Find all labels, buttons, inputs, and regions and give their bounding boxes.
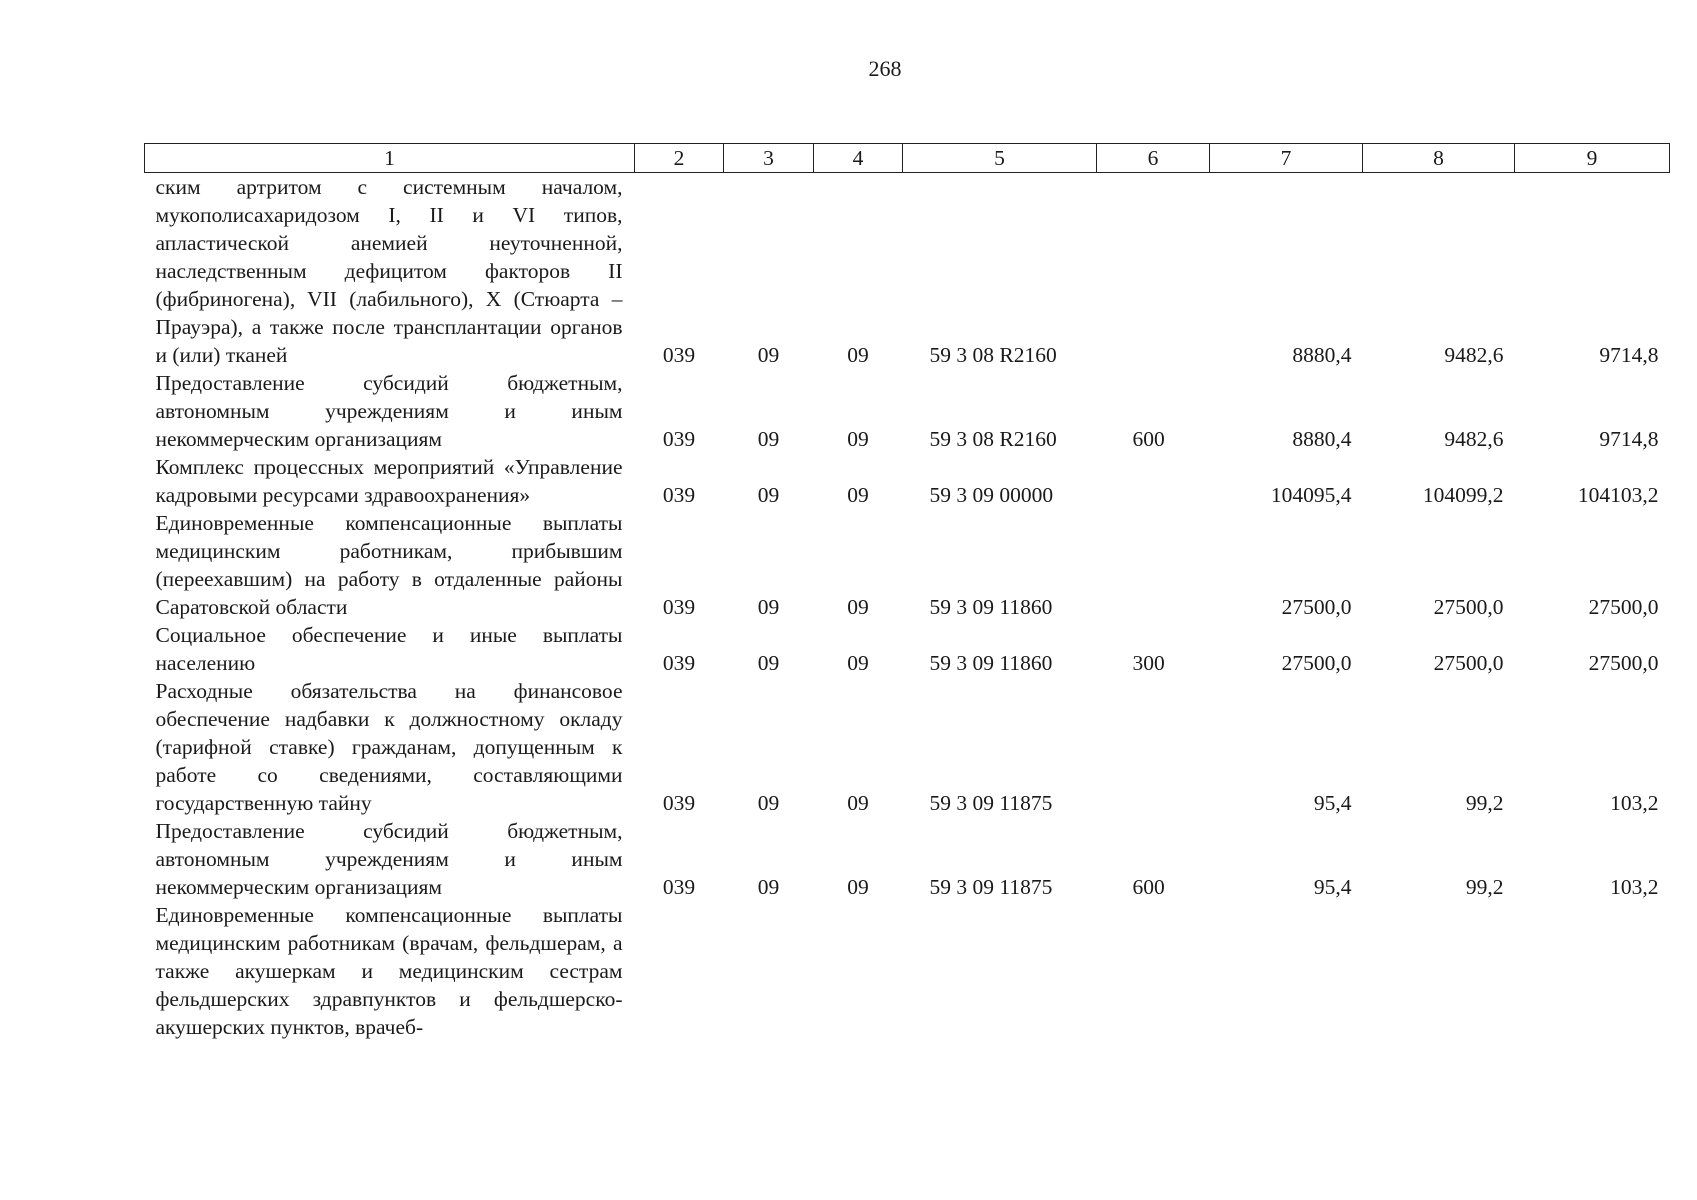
budget-table: [144, 143, 1670, 1041]
page-number-text: 268: [868, 56, 902, 81]
row-target-article: 59 3 09 11860: [929, 651, 1053, 675]
page-number: [0, 56, 1697, 82]
row-name: Предоставление субсидий бюджетным, автономным учреждениям и иным некоммерческим организациям: [155, 819, 623, 899]
header-row: [145, 144, 1670, 173]
row-grbs: 039: [662, 343, 696, 367]
row-subsection: 09: [847, 343, 869, 367]
table-row: [145, 621, 1670, 677]
row-amount-year3: [1515, 901, 1670, 1041]
row-section: 09: [757, 595, 780, 619]
row-target-article: 59 3 08 R2160: [929, 427, 1057, 451]
table-row: [145, 901, 1670, 1041]
row-target-article: 59 3 09 00000: [929, 483, 1054, 507]
row-section: 09: [757, 875, 780, 899]
row-target-article: [903, 901, 1097, 1041]
row-name: Комплекс процессных мероприятий «Управление кадровыми ресурсами здравоохранения»: [155, 455, 623, 507]
row-amount-year1: 95,4: [1313, 875, 1352, 899]
table-row: [145, 509, 1670, 621]
row-target-article: 59 3 09 11875: [929, 875, 1053, 899]
row-amount-year1: 8880,4: [1292, 427, 1352, 451]
col-header-3: 3: [724, 144, 814, 173]
row-amount-year2: 99,2: [1465, 875, 1504, 899]
row-name: ским артритом с системным началом, мукополисахаридозом I, II и VI типов, апластической анемией неуточненной, наследственным дефицитом факторов II (фибриногена), VII (лабильного), X (Стюарта – Прауэра), а также после трансплантации органов и (или) тканей: [155, 175, 623, 367]
row-expense-type: [1097, 509, 1210, 621]
col-header-7: 7: [1210, 144, 1363, 173]
row-name: Единовременные компенсационные выплаты медицинским работникам (врачам, фельдшерам, а также акушеркам и медицинским сестрам фельдшерских здравпунктов и фельдшерско-акушерских пунктов, врачеб-: [155, 903, 623, 1039]
row-grbs: [635, 901, 724, 1041]
table-row: [145, 453, 1670, 509]
row-amount-year1: 8880,4: [1292, 343, 1352, 367]
row-expense-type: [1097, 901, 1210, 1041]
col-header-1: 1: [145, 144, 635, 173]
row-subsection: 09: [847, 875, 869, 899]
row-amount-year2: 104099,2: [1422, 483, 1504, 507]
row-section: 09: [757, 343, 780, 367]
row-subsection: 09: [847, 483, 869, 507]
row-target-article: 59 3 09 11860: [929, 595, 1053, 619]
table-row: [145, 173, 1670, 370]
row-subsection: 09: [847, 651, 869, 675]
col-header-6: 6: [1097, 144, 1210, 173]
row-expense-type: [1097, 453, 1210, 509]
row-expense-type: [1097, 173, 1210, 370]
row-expense-type: 600: [1132, 427, 1165, 451]
row-section: 09: [757, 483, 780, 507]
row-section: 09: [757, 791, 780, 815]
row-amount-year2: 9482,6: [1444, 427, 1504, 451]
row-amount-year1: 95,4: [1313, 791, 1352, 815]
row-expense-type: [1097, 677, 1210, 817]
row-name: Предоставление субсидий бюджетным, автономным учреждениям и иным некоммерческим организациям: [155, 371, 623, 451]
row-amount-year3: 27500,0: [1588, 651, 1659, 675]
row-section: 09: [757, 427, 780, 451]
row-grbs: 039: [662, 427, 696, 451]
row-expense-type: 300: [1132, 651, 1165, 675]
row-amount-year1: 104095,4: [1270, 483, 1352, 507]
row-name: Расходные обязательства на финансовое обеспечение надбавки к должностному окладу (тарифной ставке) гражданам, допущенным к работе со сведениями, составляющими государственную тайну: [155, 679, 623, 815]
row-target-article: 59 3 09 11875: [929, 791, 1053, 815]
row-amount-year3: 9714,8: [1599, 427, 1659, 451]
row-amount-year3: 9714,8: [1599, 343, 1659, 367]
row-subsection: 09: [847, 427, 869, 451]
row-subsection: 09: [847, 791, 869, 815]
row-section: 09: [757, 651, 780, 675]
row-grbs: 039: [662, 875, 696, 899]
row-amount-year2: 9482,6: [1444, 343, 1504, 367]
row-amount-year2: 27500,0: [1433, 595, 1504, 619]
col-header-8: 8: [1363, 144, 1515, 173]
row-amount-year2: [1363, 901, 1515, 1041]
row-subsection: [814, 901, 903, 1041]
row-grbs: 039: [662, 595, 696, 619]
row-grbs: 039: [662, 651, 696, 675]
col-header-5: 5: [903, 144, 1097, 173]
row-target-article: 59 3 08 R2160: [929, 343, 1057, 367]
row-amount-year3: 27500,0: [1588, 595, 1659, 619]
col-header-4: 4: [814, 144, 903, 173]
row-name: Социальное обеспечение и иные выплаты населению: [155, 623, 623, 675]
row-grbs: 039: [662, 483, 696, 507]
row-amount-year3: 104103,2: [1577, 483, 1659, 507]
row-expense-type: 600: [1132, 875, 1165, 899]
row-name: Единовременные компенсационные выплаты медицинским работникам, прибывшим (переехавшим) на работу в отдаленные районы Саратовской области: [155, 511, 623, 619]
col-header-9: 9: [1515, 144, 1670, 173]
table-row: [145, 369, 1670, 453]
col-header-2: 2: [635, 144, 724, 173]
table-row: [145, 817, 1670, 901]
row-amount-year2: 27500,0: [1433, 651, 1504, 675]
row-amount-year3: 103,2: [1610, 875, 1659, 899]
row-amount-year3: 103,2: [1610, 791, 1659, 815]
row-amount-year1: 27500,0: [1281, 651, 1352, 675]
row-grbs: 039: [662, 791, 696, 815]
row-amount-year2: 99,2: [1465, 791, 1504, 815]
table-row: [145, 677, 1670, 817]
row-amount-year1: [1210, 901, 1363, 1041]
row-subsection: 09: [847, 595, 869, 619]
row-section: [724, 901, 814, 1041]
row-amount-year1: 27500,0: [1281, 595, 1352, 619]
